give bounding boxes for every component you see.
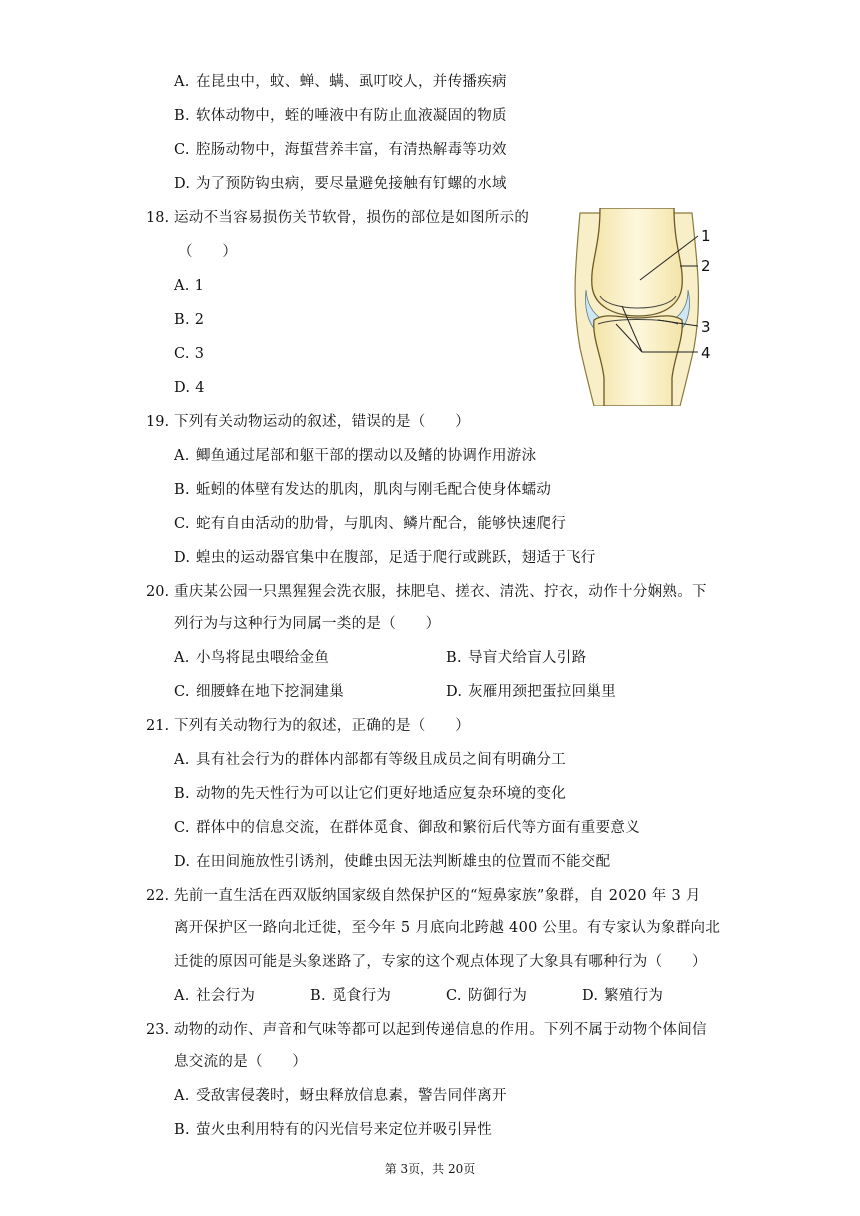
q23-stem-line1: 动物的动作、声音和气味等都可以起到传递信息的作用。下列不属于动物个体间信	[174, 1022, 707, 1038]
q18-option-c: C. 3	[174, 346, 205, 362]
q19-option-c: C. 蛇有自由活动的肋骨，与肌肉、鳞片配合，能够快速爬行	[174, 516, 566, 532]
q20-stem-line1: 重庆某公园一只黑猩猩会洗衣服，抹肥皂、搓衣、清洗、拧衣，动作十分娴熟。下	[174, 584, 707, 600]
q17-option-c: C. 腔肠动物中，海蜇营养丰富，有清热解毒等功效	[174, 142, 507, 158]
q23-option-a: A. 受敌害侵袭时，蚜虫释放信息素，警告同伴离开	[174, 1088, 507, 1104]
q18-option-a: A. 1	[174, 278, 205, 294]
q20-number: 20.	[146, 584, 170, 600]
q21-number: 21.	[146, 718, 170, 734]
q21-stem: 下列有关动物行为的叙述，正确的是（ ）	[174, 718, 470, 734]
q21-option-c: C. 群体中的信息交流，在群体觅食、御敌和繁衍后代等方面有重要意义	[174, 820, 640, 836]
q20-option-a: A. 小鸟将昆虫喂给金鱼	[174, 650, 330, 666]
q22-stem-line3: 迁徙的原因可能是头象迷路了，专家的这个观点体现了大象具有哪种行为（ ）	[174, 954, 707, 970]
q17-option-d: D. 为了预防钩虫病，要尽量避免接触有钉螺的水域	[174, 176, 507, 192]
q21-option-b: B. 动物的先天性行为可以让它们更好地适应复杂环境的变化	[174, 786, 566, 802]
q20-stem-line2: 列行为与这种行为同属一类的是（ ）	[174, 616, 441, 632]
q20-option-b: B. 导盲犬给盲人引路	[446, 650, 587, 666]
q23-option-b: B. 萤火虫利用特有的闪光信号来定位并吸引异性	[174, 1122, 492, 1138]
label-1: 1	[701, 227, 711, 245]
page-footer: 第 3页，共 20页	[384, 1162, 476, 1176]
q20-option-d: D. 灰雁用颈把蛋拉回巢里	[446, 684, 616, 700]
q18-option-b: B. 2	[174, 312, 205, 328]
q19-stem: 下列有关动物运动的叙述，错误的是（ ）	[174, 414, 470, 430]
lower-bone	[594, 316, 683, 406]
q21-option-d: D. 在田间施放性引诱剂，使雌虫因无法判断雄虫的位置而不能交配	[174, 854, 611, 870]
q19-option-a: A. 鲫鱼通过尾部和躯干部的摆动以及鳍的协调作用游泳	[174, 448, 537, 464]
joint-diagram	[570, 208, 720, 406]
q19-number: 19.	[146, 414, 170, 430]
q18-option-d: D. 4	[174, 380, 205, 396]
label-3: 3	[701, 318, 711, 336]
q18-paren: （ ）	[178, 244, 238, 260]
q18-number: 18.	[146, 210, 170, 226]
q22-option-a: A. 社会行为	[174, 988, 256, 1004]
q21-option-a: A. 具有社会行为的群体内部都有等级且成员之间有明确分工	[174, 752, 566, 768]
q19-option-b: B. 蚯蚓的体壁有发达的肌肉，肌肉与刚毛配合使身体蠕动	[174, 482, 552, 498]
q18-stem: 运动不当容易损伤关节软骨，损伤的部位是如图所示的	[174, 210, 530, 226]
q20-option-c: C. 细腰蜂在地下挖洞建巢	[174, 684, 344, 700]
q22-stem-line1: 先前一直生活在西双版纳国家级自然保护区的“短鼻家族”象群，自 2020 年 3 月	[174, 888, 701, 904]
q19-option-d: D. 蝗虫的运动器官集中在腹部，足适于爬行或跳跃，翅适于飞行	[174, 550, 596, 566]
label-4: 4	[701, 344, 711, 362]
q22-option-d: D. 繁殖行为	[582, 988, 664, 1004]
upper-bone	[592, 208, 683, 316]
q22-stem-line2: 离开保护区一路向北迁徙，至今年 5 月底向北跨越 400 公里。有专家认为象群向北	[174, 920, 721, 936]
q17-option-a: A. 在昆虫中，蚊、蝉、螨、虱叮咬人，并传播疾病	[174, 74, 507, 90]
q17-option-b: B. 软体动物中，蛭的唾液中有防止血液凝固的物质	[174, 108, 507, 124]
q22-option-c: C. 防御行为	[446, 988, 528, 1004]
q22-number: 22.	[146, 888, 170, 904]
label-2: 2	[701, 257, 711, 275]
q23-number: 23.	[146, 1022, 170, 1038]
q23-stem-line2: 息交流的是（ ）	[174, 1054, 308, 1070]
q22-option-b: B. 觅食行为	[310, 988, 392, 1004]
